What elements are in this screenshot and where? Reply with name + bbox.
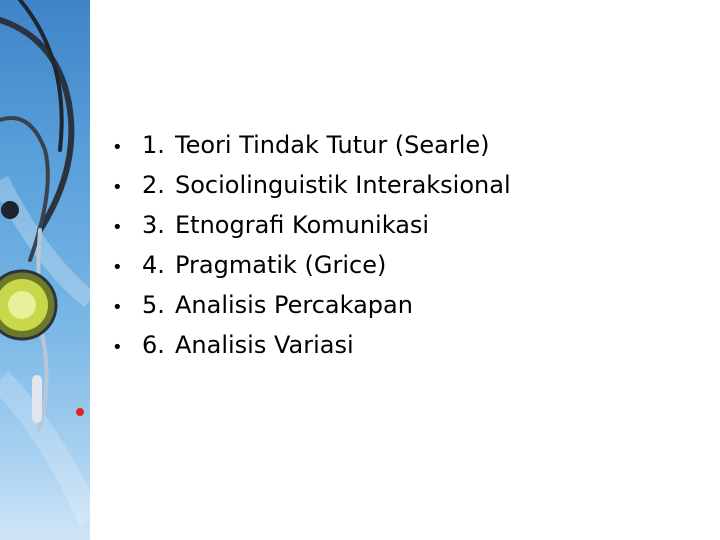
list-item bbox=[112, 291, 511, 331]
item-text: Etnografi Komunikasi bbox=[175, 211, 430, 239]
item-number: 4. bbox=[142, 251, 165, 279]
bullet-icon: • bbox=[112, 137, 123, 158]
bullet-icon: • bbox=[112, 177, 123, 198]
decorative-side-panel bbox=[0, 0, 90, 540]
item-text: Pragmatik (Grice) bbox=[175, 251, 387, 279]
stethoscope-icon bbox=[0, 0, 90, 540]
bullet-icon: • bbox=[112, 337, 123, 358]
item-text: Analisis Percakapan bbox=[175, 291, 413, 319]
list-item bbox=[112, 251, 511, 291]
item-number: 6. bbox=[142, 331, 165, 359]
bullet-icon: • bbox=[112, 297, 123, 318]
item-text: Sociolinguistik Interaksional bbox=[175, 171, 511, 199]
item-number: 3. bbox=[142, 211, 165, 239]
item-text: Analisis Variasi bbox=[175, 331, 354, 359]
item-number: 5. bbox=[142, 291, 165, 319]
item-number: 1. bbox=[142, 131, 165, 159]
list-item bbox=[112, 211, 511, 251]
list-item bbox=[112, 171, 511, 211]
list-item bbox=[112, 131, 511, 171]
item-text: Teori Tindak Tutur (Searle) bbox=[175, 131, 490, 159]
topic-list bbox=[112, 131, 511, 371]
item-number: 2. bbox=[142, 171, 165, 199]
bullet-icon: • bbox=[112, 257, 123, 278]
list-item bbox=[112, 331, 511, 371]
bullet-icon: • bbox=[112, 217, 123, 238]
